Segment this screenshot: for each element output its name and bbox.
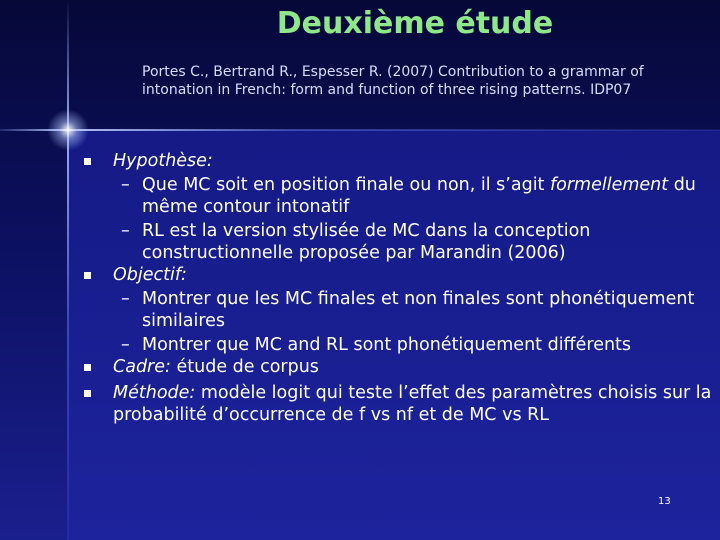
bullet-item: [84, 356, 714, 378]
reference-citation: Portes C., Bertrand R., Espesser R. (2007) Contribution to a grammar of intonation in French: form and function of three rising patterns. IDP07: [142, 64, 644, 98]
dash-bullet: –: [121, 335, 130, 355]
dash-bullet: –: [121, 221, 130, 241]
square-bullet-icon: [84, 364, 91, 371]
emphasis-text: formellement: [549, 175, 669, 195]
dash-bullet: –: [121, 289, 130, 309]
bullet-item: [84, 382, 714, 426]
sub-bullet-text: [142, 220, 714, 264]
sub-bullet-segment: Montrer que MC and RL sont phonétiquement différents: [142, 335, 632, 355]
sub-bullet-text: [142, 174, 714, 218]
sub-bullet-text: [142, 334, 714, 356]
square-bullet-icon: [84, 390, 91, 397]
square-bullet-icon: [84, 272, 91, 279]
bullet-text: [113, 150, 714, 172]
bullet-label: Méthode:: [113, 383, 196, 403]
horizontal-accent-line: [0, 129, 720, 131]
bullet-label: Hypothèse:: [113, 151, 213, 171]
sub-bullet-item: [121, 174, 714, 218]
bullet-label: Objectif:: [113, 265, 187, 285]
bullet-item: [84, 264, 714, 286]
sub-bullet-segment: RL est la version stylisée de MC dans la conception constructionnelle proposée par Marandin (2006): [142, 221, 591, 263]
bullet-body: étude de corpus: [170, 357, 319, 377]
bullet-item: [84, 150, 714, 172]
bullet-body: modèle logit qui teste l’effet des paramètres choisis sur la probabilité d’occurrence de f vs nf et de MC vs RL: [113, 383, 712, 425]
sub-bullet-item: [121, 220, 714, 264]
sub-bullet-text: [142, 288, 714, 332]
sub-bullet-item: [121, 334, 714, 356]
slide-title: Deuxième étude: [276, 6, 554, 41]
dash-bullet: –: [121, 175, 130, 195]
page-number: 13: [658, 496, 671, 507]
bullet-text: [113, 264, 714, 286]
square-bullet-icon: [84, 158, 91, 165]
sub-bullet-segment: Montrer que les MC finales et non finales sont phonétiquement similaires: [142, 289, 695, 331]
bullet-label: Cadre:: [113, 357, 171, 377]
star-glow-icon: [47, 109, 89, 151]
bullet-list: [84, 150, 714, 426]
bullet-text: [113, 356, 714, 378]
sub-bullet-item: [121, 288, 714, 332]
sub-bullet-segment: Que MC soit en position finale ou non, il s’agit: [142, 175, 550, 195]
sub-bullet-segment: du même contour intonatif: [142, 175, 696, 217]
vertical-accent-line: [67, 0, 69, 540]
bullet-text: [113, 382, 714, 426]
